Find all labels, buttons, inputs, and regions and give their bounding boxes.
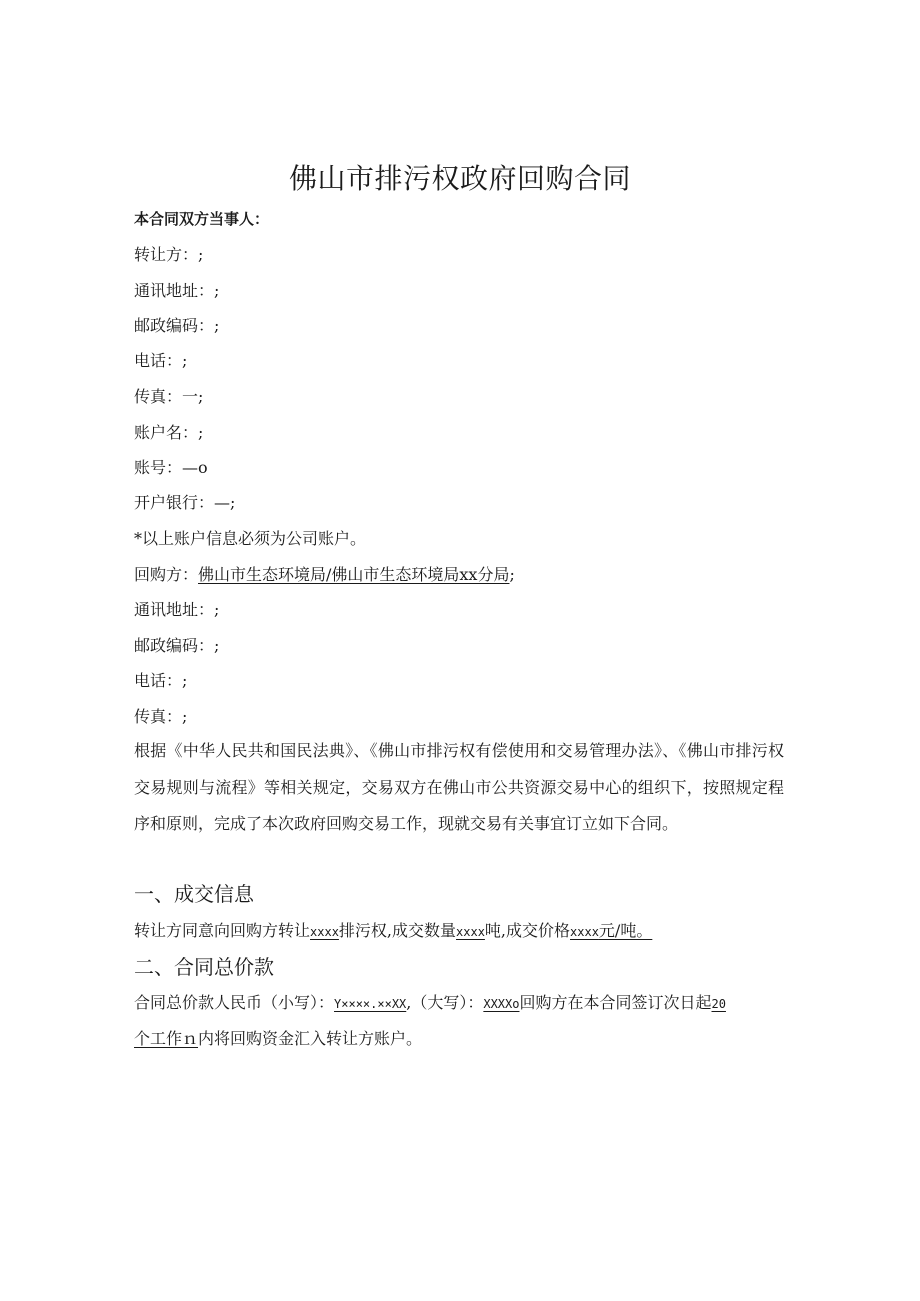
transferor-phone: 电话：; (134, 351, 188, 370)
days-blank: 20 (711, 997, 726, 1011)
transferor-address: 通讯地址：; (134, 281, 220, 300)
account-note: *以上账户信息必须为公司账户。 (134, 529, 367, 548)
section1-text-a: 转让方同意向回购方转让 (134, 921, 311, 940)
section1-text-c: 排污权,成交数量 (338, 921, 457, 940)
section2-text-e: 回购方在本合同签订次日起 (519, 993, 712, 1012)
amount-words-blank: XXXXo (483, 997, 520, 1011)
quantity-blank: xxxx (456, 925, 485, 939)
amount-figures-blank: Y××××.××XX (334, 997, 407, 1011)
section2-text-h: 内将回购资金汇入转让方账户。 (198, 1029, 423, 1048)
waste-type-blank: xxxx (310, 925, 339, 939)
transferor-account-number: 账号：—o (134, 458, 208, 477)
price-blank: xxxx (570, 925, 599, 939)
buyer-postcode: 邮政编码：; (134, 636, 220, 655)
section1-text-e: 吨,成交价格 (484, 921, 571, 940)
transferor-account-name: 账户名：; (134, 423, 204, 442)
section2-paragraph-line2 (134, 1029, 422, 1049)
transferor-name: 转让方：; (134, 245, 204, 264)
section1-paragraph (134, 921, 652, 942)
section2-heading: 二、合同总价款 (134, 955, 274, 979)
section2-text-a: 合同总价款人民币（小写）： (134, 993, 335, 1012)
buyer-label: 回购方： (134, 565, 199, 584)
buyer-name: 佛山市生态环境局/佛山市生态环境局xx分局 (198, 565, 510, 584)
parties-heading: 本合同双方当事人： (134, 210, 270, 228)
buyer-phone: 电话：; (134, 671, 188, 690)
buyer-line (134, 565, 515, 585)
buyer-address: 通讯地址：; (134, 600, 220, 619)
working-days-blank: 个工作ｎ (134, 1029, 199, 1048)
section1-heading: 一、成交信息 (134, 882, 254, 906)
intro-paragraph: 根据《中华人民共和国民法典》、《佛山市排污权有偿使用和交易管理办法》、《佛山市排污权交易规则与流程》等相关规定，交易双方在佛山市公共资源交易中心的组织下，按照规定程序和原则，完成了本次政府回购交易工作，现就交易有关事宜订立如下合同。 (134, 741, 784, 833)
buyer-name-end: ; (509, 565, 515, 584)
buyer-fax: 传真：; (134, 707, 188, 726)
document-title: 佛山市排污权政府回购合同 (288, 162, 631, 195)
transferor-bank: 开户银行：—; (134, 493, 236, 512)
section2-text-c: ,（大写）： (406, 993, 484, 1012)
section2-paragraph-line1 (134, 993, 726, 1014)
transferor-fax: 传真：一; (134, 387, 204, 406)
section1-text-g: 元/吨。 (598, 921, 653, 940)
transferor-postcode: 邮政编码：; (134, 316, 220, 335)
